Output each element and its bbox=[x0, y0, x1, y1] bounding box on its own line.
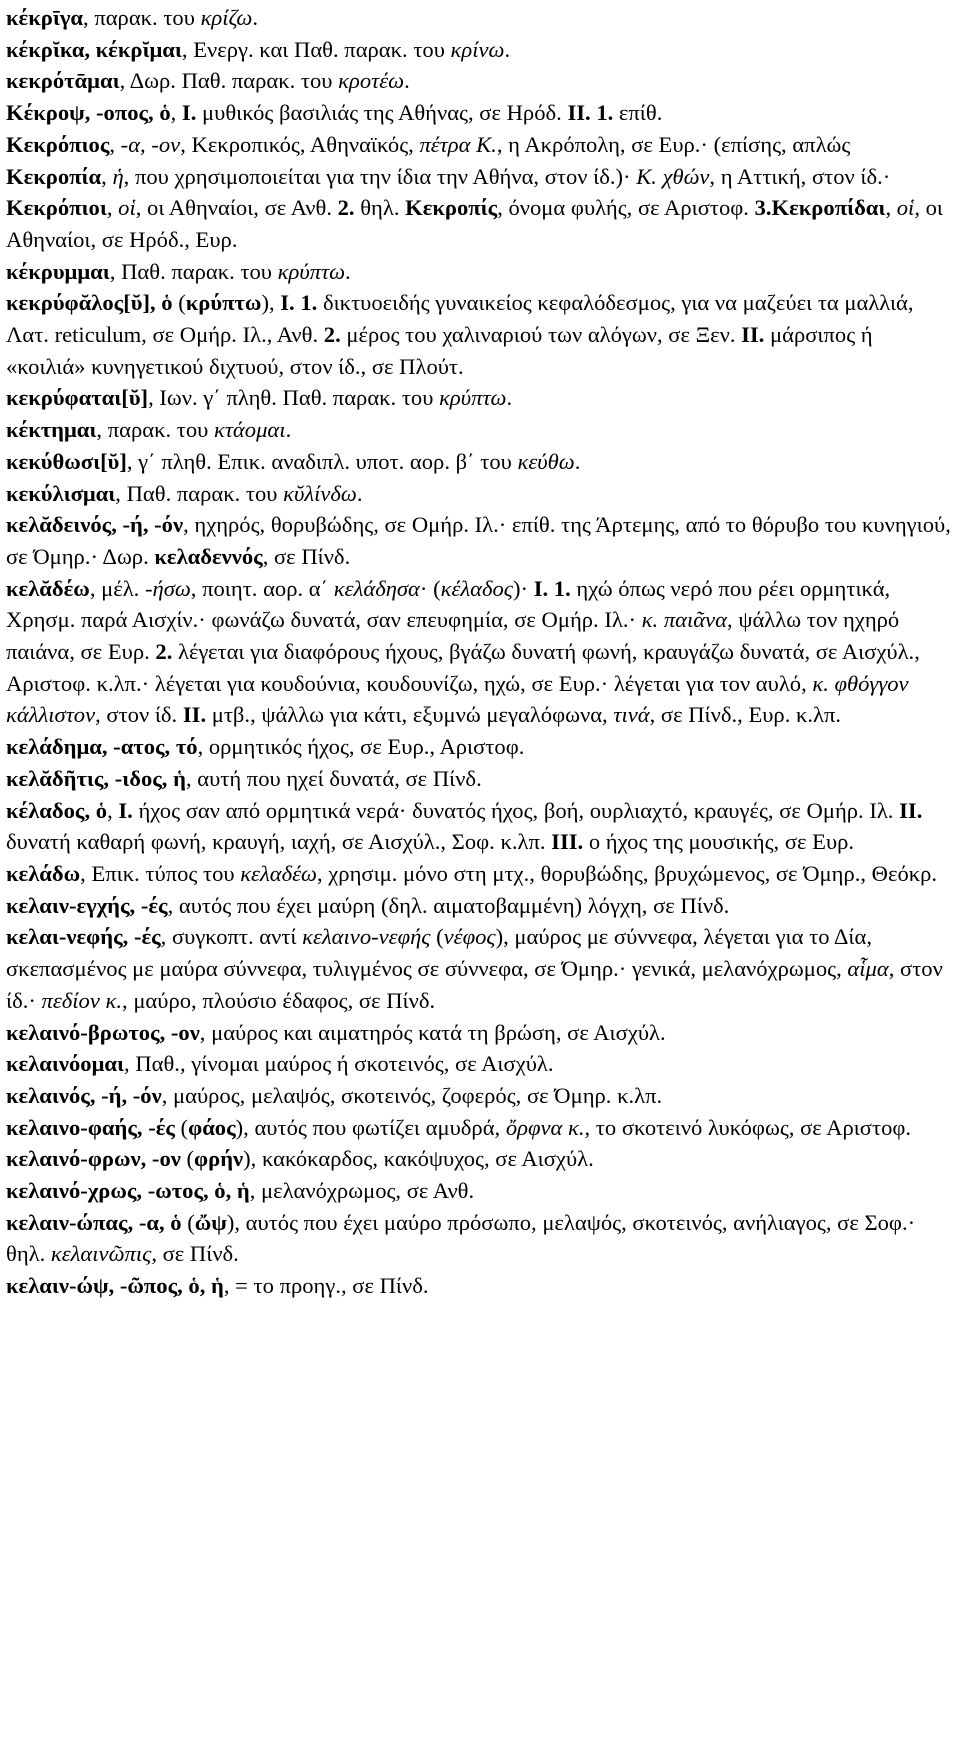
dictionary-entry bbox=[6, 2, 954, 34]
entry-text: λέγεται για διαφόρους ήχους, βγάζω δυνατή φωνή, κραυγάζω δυνατά, σε Αισχύλ., Αριστοφ. κ.λπ.· λέγεται για κουδούνια, κουδουνίζω, ηχώ, σε Ευρ.· λέγεται για τον αυλό, bbox=[6, 639, 920, 696]
dictionary-entry bbox=[6, 287, 954, 382]
entry-headword: κέλαδος, ὁ bbox=[6, 797, 108, 823]
entry-text: ( bbox=[180, 1146, 195, 1172]
entry-text: , ποιητ. αορ. α΄ bbox=[190, 575, 334, 601]
entry-text: κελαινῶπις bbox=[50, 1241, 152, 1267]
entry-text: 2. bbox=[155, 639, 173, 665]
entry-text: , σε Πίνδ. bbox=[151, 1241, 239, 1267]
entry-headword: κέκρυμμαι bbox=[6, 258, 110, 284]
entry-text: I. bbox=[181, 100, 197, 126]
entry-text: , σε Πίνδ. bbox=[262, 543, 351, 569]
dictionary-entry bbox=[6, 65, 954, 97]
entry-headword: κελαινό-χρως, -ωτος, ὁ, ἡ bbox=[6, 1178, 250, 1204]
entry-text: ο ήχος της μουσικής, σε Ευρ. bbox=[583, 829, 855, 855]
entry-text: -ήσω bbox=[144, 575, 191, 601]
dictionary-entry bbox=[6, 1175, 954, 1207]
entry-text: , όνομα φυλής, σε Αριστοφ. bbox=[497, 195, 755, 221]
dictionary-entry bbox=[6, 509, 954, 572]
entry-text: . bbox=[356, 480, 363, 506]
entry-text: κρύπτω bbox=[439, 385, 507, 411]
entry-text: κεύθω bbox=[517, 448, 575, 474]
entry-text: κρύπτω bbox=[277, 258, 346, 284]
entry-text: , η Αττική, στον ίδ.· bbox=[709, 163, 891, 189]
entry-headword: κελαιν-ώψ, -ῶπος, ὁ, ἡ bbox=[6, 1273, 224, 1299]
entry-text: . bbox=[404, 68, 410, 94]
entry-headword: κελαιν-ώπας, -α, ὁ bbox=[6, 1209, 182, 1235]
entry-text: κελάδησα bbox=[333, 575, 420, 601]
entry-text: κρίνω bbox=[450, 36, 505, 62]
entry-text: , Επικ. τύπος του bbox=[80, 860, 241, 886]
entry-text: 3.Κεκροπίδαι bbox=[754, 195, 886, 221]
entry-text: I. 1. bbox=[533, 575, 571, 601]
entry-text: Κεκροπία bbox=[6, 163, 102, 189]
dictionary-entry bbox=[6, 1207, 954, 1270]
entry-text: φάος bbox=[188, 1114, 236, 1140]
entry-text: , γ΄ πληθ. Επικ. αναδιπλ. υποτ. αορ. β΄ του bbox=[126, 448, 518, 474]
entry-text: ηχώ όπως νερό που ρέει ορμητικά, Χρησμ. παρά Αισχίν.· φωνάζω δυνατά, σαν επευφημία, σε Ομήρ. Ιλ.· bbox=[6, 575, 891, 633]
dictionary-entry bbox=[6, 763, 954, 795]
entry-text: , Δωρ. Παθ. παρακ. του bbox=[119, 68, 339, 94]
entry-text: , μελανόχρωμος, σε Ανθ. bbox=[249, 1178, 475, 1204]
entry-text: , μαύρος και αιματηρός κατά τη βρώση, σε Αισχύλ. bbox=[199, 1019, 666, 1045]
entry-headword: κεκρότᾱμαι bbox=[6, 68, 120, 94]
entry-text: πεδίον κ. bbox=[41, 987, 123, 1013]
entry-text: . bbox=[345, 258, 351, 284]
entry-text: , οι Αθηναίοι, σε Ανθ. bbox=[135, 195, 338, 221]
entry-text: II. bbox=[182, 702, 207, 728]
entry-text: κτάομαι bbox=[213, 417, 286, 443]
entry-text: , η Ακρόπολη, σε Ευρ.· (επίσης, απλώς bbox=[496, 131, 851, 157]
entry-text: μυθικός βασιλιάς της Αθήνας, σε Ηρόδ. bbox=[196, 100, 568, 126]
entry-headword: Κέκροψ, -οπος, ὁ bbox=[6, 100, 171, 126]
entry-headword: κέκτημαι bbox=[6, 417, 97, 443]
entry-headword: κελαι-νεφής, -ές bbox=[6, 924, 161, 950]
entry-text: ), μαύρος με σύννεφα, λέγεται για το Δία, σκεπασμένος με μαύρα σύννεφα, τυλιγμένος σε σύννεφα, σε Όμηρ.· γενικά, μελανόχρωμος, bbox=[6, 924, 872, 982]
entry-text: κελαινο-νεφής bbox=[302, 924, 431, 950]
dictionary-entry bbox=[6, 478, 954, 510]
entry-text: , χρησιμ. μόνο στη μτχ., θορυβώδης, βρυχώμενος, σε Όμηρ., Θεόκρ. bbox=[316, 860, 938, 886]
entry-text: , bbox=[107, 797, 119, 823]
entry-text: πέτρα Κ. bbox=[419, 131, 497, 157]
entry-headword: κελαινός, -ή, -όν bbox=[6, 1082, 162, 1108]
entry-text: ), bbox=[261, 290, 281, 316]
entry-headword: κέκρῑγα bbox=[6, 5, 84, 30]
entry-text: . bbox=[285, 417, 292, 443]
entry-text: Κεκρόπιοι bbox=[6, 195, 107, 221]
entry-text: , σε Πίνδ., Ευρ. κ.λπ. bbox=[649, 702, 842, 728]
entry-text: , bbox=[101, 163, 113, 189]
entry-text: , Ιων. γ΄ πληθ. Παθ. παρακ. του bbox=[148, 385, 440, 411]
entry-text: · ( bbox=[419, 575, 441, 601]
entry-text: I. 1. bbox=[280, 290, 318, 316]
entry-text: . bbox=[574, 448, 581, 474]
entry-text: θηλ. bbox=[354, 195, 406, 221]
dictionary-entry bbox=[6, 129, 954, 256]
entry-text: , Ενεργ. και Παθ. παρακ. του bbox=[181, 36, 451, 62]
dictionary-entry bbox=[6, 1143, 954, 1175]
entry-headword: κεκρύφαται[ῠ] bbox=[6, 385, 149, 411]
dictionary-entry bbox=[6, 382, 954, 414]
entry-text: II. bbox=[899, 797, 923, 823]
entry-text: κ. παιᾶνα bbox=[641, 607, 728, 633]
entry-text: κελαδεννός bbox=[154, 543, 263, 569]
entry-text: , Παθ. παρακ. του bbox=[115, 480, 284, 506]
dictionary-entry bbox=[6, 414, 954, 446]
entry-text: 2. bbox=[337, 195, 355, 221]
entry-text: , το σκοτεινό λυκόφως, σε Αριστοφ. bbox=[584, 1114, 912, 1140]
entry-text: , ηχηρός, θορυβώδης, σε Ομήρ. Ιλ.· επίθ. της Άρτεμης, από το θόρυβο του κυνηγιού, σε Όμηρ.· Δωρ. bbox=[6, 512, 951, 569]
entry-text: μέρος του χαλιναριού των αλόγων, σε Ξεν. bbox=[340, 322, 742, 348]
entry-headword: κελαιν-εγχής, -ές bbox=[6, 892, 168, 918]
entry-text: ( bbox=[430, 924, 444, 950]
dictionary-entry bbox=[6, 890, 954, 922]
entry-headword: κελαινό-φρων, -ον bbox=[6, 1146, 181, 1172]
entry-headword: κεκύλισμαι bbox=[6, 480, 116, 506]
entry-text: κελαδέω bbox=[240, 860, 317, 886]
entry-text: ήχος σαν από ορμητικά νερά· δυνατός ήχος, βοή, ουρλιαχτό, κραυγές, σε Ομήρ. Ιλ. bbox=[132, 797, 900, 823]
entry-headword: κελάδημα, -ατος, τό bbox=[6, 734, 198, 760]
dictionary-entry bbox=[6, 731, 954, 763]
dictionary-entry bbox=[6, 1080, 954, 1112]
entry-text: ὄρφνα κ. bbox=[505, 1114, 585, 1140]
entry-text: , αυτός που έχει μαύρη (δηλ. αιματοβαμμένη) λόγχη, σε Πίνδ. bbox=[167, 892, 730, 918]
entry-headword: κελᾰδεινός, -ή, -όν bbox=[6, 512, 184, 538]
entry-text: ), κακόκαρδος, κακόψυχος, σε Αισχύλ. bbox=[243, 1146, 594, 1172]
dictionary-entry bbox=[6, 256, 954, 288]
entry-text: , μαύρος, μελαψός, σκοτεινός, ζοφερός, σε Όμηρ. κ.λπ. bbox=[161, 1082, 663, 1108]
entry-text: Κεκροπίς bbox=[405, 195, 498, 221]
dictionary-entry bbox=[6, 858, 954, 890]
dictionary-entry bbox=[6, 34, 954, 66]
entry-text: . bbox=[504, 36, 511, 62]
dictionary-entry bbox=[6, 446, 954, 478]
entry-text: , συγκοπτ. αντί bbox=[160, 924, 303, 950]
entry-text: , ορμητικός ήχος, σε Ευρ., Αριστοφ. bbox=[197, 734, 525, 760]
entry-text: κρύπτω bbox=[185, 290, 262, 316]
entry-text: φρήν bbox=[194, 1146, 244, 1172]
entry-headword: κελάδω bbox=[6, 860, 81, 886]
entry-text: II. bbox=[741, 322, 765, 348]
entry-text: , Κεκροπικός, Αθηναϊκός, bbox=[180, 131, 420, 157]
entry-text: , bbox=[885, 195, 897, 221]
entry-headword: κελᾰδῆτις, -ιδος, ἡ bbox=[6, 765, 186, 791]
entry-text: , μέλ. bbox=[89, 575, 145, 601]
entry-text: , παρακ. του bbox=[83, 5, 201, 30]
entry-headword: κεκύθωσι[ῠ] bbox=[6, 448, 127, 474]
dictionary-entry bbox=[6, 1017, 954, 1049]
entry-text: κῠλίνδω bbox=[283, 480, 357, 506]
dictionary-entry bbox=[6, 1112, 954, 1144]
entry-text: ἡ bbox=[112, 163, 124, 189]
entry-text: δυνατή καθαρή φωνή, κραυγή, ιαχή, σε Αισχύλ., Σοφ. κ.λπ. bbox=[6, 829, 552, 855]
entry-text: . bbox=[506, 385, 513, 411]
entry-text: , στον ίδ.· bbox=[6, 956, 943, 1013]
dictionary-entry bbox=[6, 1048, 954, 1080]
entry-text: μάρσιπος ή «κοιλιά» κυνηγετικού διχτυού, στον ίδ., σε Πλούτ. bbox=[6, 322, 873, 379]
entry-text: III. bbox=[551, 829, 584, 855]
entry-text: Κ. χθών bbox=[636, 163, 710, 189]
dictionary-entry bbox=[6, 97, 954, 129]
dictionary-entry bbox=[6, 795, 954, 858]
entry-headword: κεκρύφᾰλος[ῠ], ὁ bbox=[6, 290, 173, 316]
entry-headword: κελαινόομαι bbox=[6, 1051, 125, 1077]
dictionary-entry bbox=[6, 921, 954, 1016]
entry-text: , bbox=[170, 100, 182, 126]
entry-text: II. 1. bbox=[567, 100, 614, 126]
entry-text: οἱ bbox=[118, 195, 136, 221]
entry-text: ὤψ bbox=[194, 1209, 227, 1235]
entry-text: ), αυτός που έχει μαύρο πρόσωπο, μελαψός, σκοτεινός, ανήλιαγος, σε Σοφ.· θηλ. bbox=[6, 1209, 916, 1267]
entry-text: . bbox=[252, 5, 259, 30]
entry-text: τινά bbox=[613, 702, 650, 728]
entry-text: οἱ bbox=[896, 195, 915, 221]
entry-text: ), αυτός που φωτίζει αμυδρά, bbox=[235, 1114, 506, 1140]
entry-text: κρίζω bbox=[200, 5, 253, 30]
entry-text: δικτυοειδής γυναικείος κεφαλόδεσμος, για να μαζεύει τα μαλλιά, Λατ. reticulum, σε Ομήρ. Ιλ., Ανθ. bbox=[6, 290, 914, 348]
entry-text: , = το προηγ., σε Πίνδ. bbox=[223, 1273, 429, 1299]
entry-text: ( bbox=[172, 290, 186, 316]
entry-text: , παρακ. του bbox=[96, 417, 214, 443]
entry-text: , Παθ. παρακ. του bbox=[109, 258, 278, 284]
entry-text: αἷμα bbox=[847, 956, 889, 982]
entry-text: κέλαδος bbox=[440, 575, 513, 601]
entry-headword: Κεκρόπιος bbox=[6, 131, 110, 157]
entry-headword: κέκρῐκα, κέκρῐμαι bbox=[6, 36, 182, 62]
entry-text: κροτέω bbox=[338, 68, 405, 94]
dictionary-entry bbox=[6, 1270, 954, 1302]
entry-text: ( bbox=[174, 1114, 189, 1140]
entry-text: , μαύρο, πλούσιο έδαφος, σε Πίνδ. bbox=[122, 987, 436, 1013]
entry-text: , που χρησιμοποιείται για την ίδια την Αθήνα, στον ίδ.)· bbox=[123, 163, 637, 189]
entry-text: 2. bbox=[323, 322, 341, 348]
entry-text: , ψάλλω τον ηχηρό παιάνα, σε Ευρ. bbox=[6, 607, 900, 665]
entry-text: , bbox=[109, 131, 121, 157]
entry-text: I. bbox=[118, 797, 133, 823]
entry-text: , αυτή που ηχεί δυνατά, σε Πίνδ. bbox=[185, 765, 482, 791]
entry-text: , bbox=[106, 195, 119, 221]
entry-text: ( bbox=[181, 1209, 195, 1235]
dictionary-entry bbox=[6, 573, 954, 732]
entry-headword: κελαινο-φαής, -ές bbox=[6, 1114, 175, 1140]
entry-text: , στον ίδ. bbox=[95, 702, 183, 728]
entry-headword: κελᾰδέω bbox=[6, 575, 90, 601]
entry-text: -α, -ον bbox=[120, 131, 181, 157]
entry-text: μτβ., ψάλλω για κάτι, εξυμνώ μεγαλόφωνα, bbox=[206, 702, 614, 728]
entry-text: κ. φθόγγον κάλλιστον bbox=[6, 670, 909, 728]
entry-text: , οι Αθηναίοι, σε Ηρόδ., Ευρ. bbox=[6, 195, 943, 252]
entry-text: , Παθ., γίνομαι μαύρος ή σκοτεινός, σε Αισχύλ. bbox=[124, 1051, 554, 1077]
entry-text: )· bbox=[512, 575, 534, 601]
entry-headword: κελαινό-βρωτος, -ον bbox=[6, 1019, 200, 1045]
entry-text: νέφος bbox=[443, 924, 496, 950]
entry-text: επίθ. bbox=[613, 100, 663, 126]
